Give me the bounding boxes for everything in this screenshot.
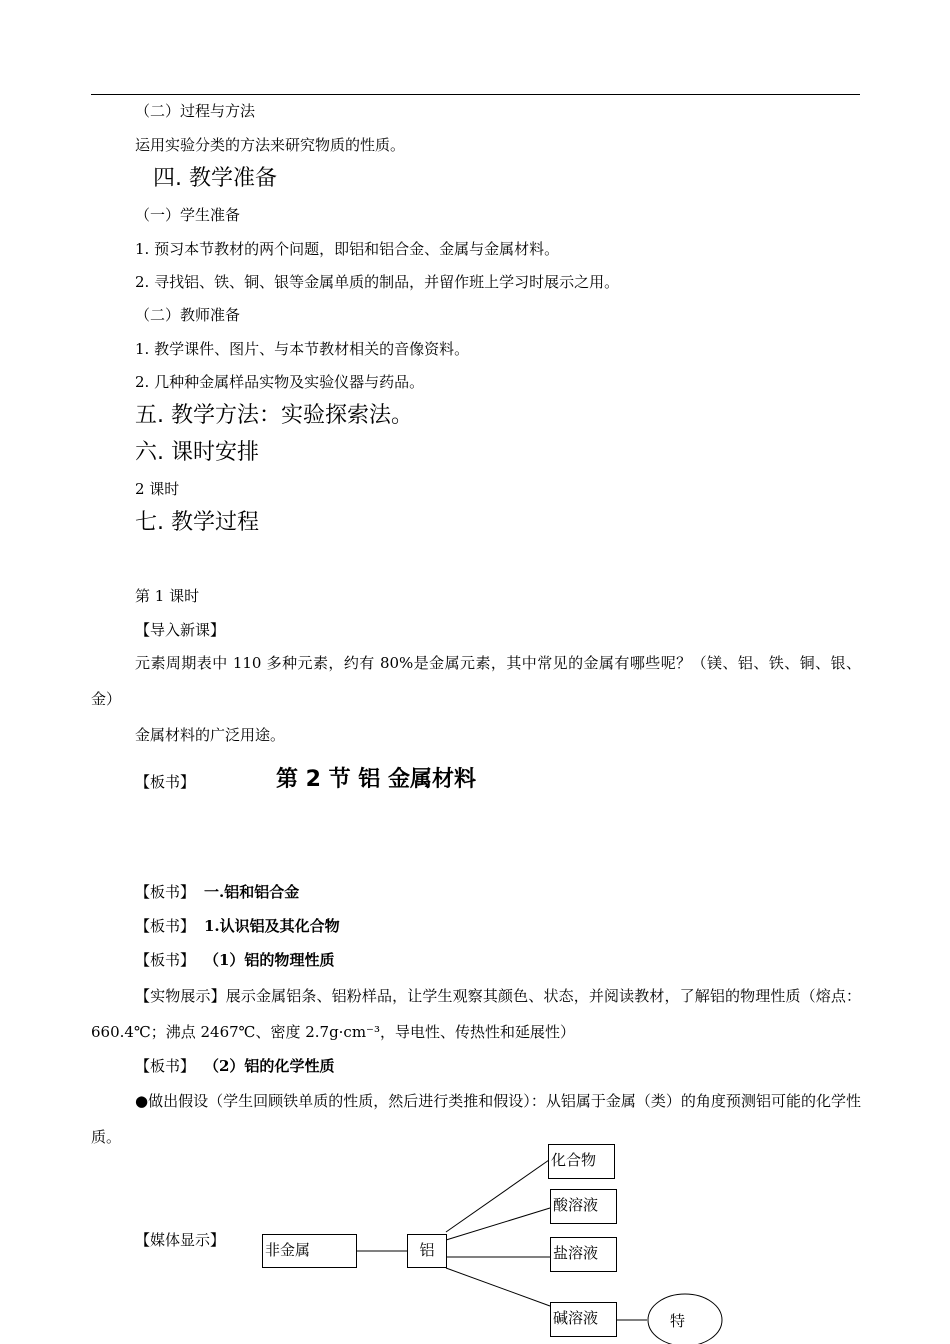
- paragraph-hypothesis: ●做出假设（学生回顾铁单质的性质，然后进行类推和假设）：从铝属于金属（类）的角度预测铝可能的化学性质。: [91, 1092, 861, 1146]
- board-text: （1）铝的物理性质: [204, 951, 335, 969]
- special-label: 特: [670, 1312, 686, 1330]
- board-text: 一.铝和铝合金: [204, 883, 300, 901]
- heading-teaching-method: 五. 教学方法：实验探索法。: [135, 403, 413, 428]
- box-nonmetal: 非金属: [262, 1234, 357, 1268]
- box-salt-solution: 盐溶液: [550, 1237, 617, 1272]
- text-line: 2. 几种种金属样品实物及实验仪器与药品。: [135, 373, 425, 391]
- heading-teaching-preparation: 四. 教学准备: [153, 166, 277, 191]
- subsection-student-prep: （一）学生准备: [135, 206, 241, 224]
- box-base-solution: 碱溶液: [550, 1302, 617, 1337]
- section-intro-tag: 【导入新课】: [135, 621, 226, 639]
- text-line: 1. 预习本节教材的两个问题，即铝和铝合金、金属与金属材料。: [135, 240, 560, 258]
- text-line: 2. 寻找铝、铁、铜、银等金属单质的制品，并留作班上学习时展示之用。: [135, 273, 620, 291]
- subsection-teacher-prep: （二）教师准备: [135, 306, 241, 324]
- text-line: 运用实验分类的方法来研究物质的性质。: [135, 136, 406, 154]
- board-tag: 【板书】: [135, 951, 196, 969]
- lesson-title: 第 2 节 铝 金属材料: [276, 767, 476, 792]
- heading-teaching-process: 七. 教学过程: [135, 510, 259, 535]
- heading-schedule: 六. 课时安排: [135, 440, 259, 465]
- text-line: 2 课时: [135, 480, 180, 498]
- board-text: 1.认识铝及其化合物: [204, 917, 340, 935]
- subsection-process-method: （二）过程与方法: [135, 102, 256, 120]
- paragraph-intro: 元素周期表中 110 多种元素，约有 80%是金属元素，其中常见的金属有哪些呢？（镁、铝、铁、铜、银、金）: [91, 654, 861, 708]
- paragraph-physical-properties: 【实物展示】展示金属铝条、铝粉样品，让学生观察其颜色、状态，并阅读教材，了解铝的物理性质（熔点：660.4℃；沸点 2467℃、密度 2.7g·cm⁻³，导电性、传热性和延展性）: [91, 987, 861, 1041]
- board-tag: 【板书】: [135, 773, 196, 791]
- board-tag: 【板书】: [135, 917, 196, 935]
- board-tag: 【板书】: [135, 1057, 196, 1075]
- box-aluminum: 铝: [407, 1234, 447, 1268]
- box-compound: 化合物: [548, 1144, 615, 1179]
- text-line: 金属材料的广泛用途。: [135, 726, 286, 744]
- text-line: 第 1 课时: [135, 587, 200, 605]
- board-tag: 【板书】: [135, 883, 196, 901]
- box-acid-solution: 酸溶液: [550, 1189, 617, 1224]
- media-label: 【媒体显示】: [135, 1231, 226, 1249]
- text-line: 1. 教学课件、图片、与本节教材相关的音像资料。: [135, 340, 470, 358]
- board-text: （2）铝的化学性质: [204, 1057, 335, 1075]
